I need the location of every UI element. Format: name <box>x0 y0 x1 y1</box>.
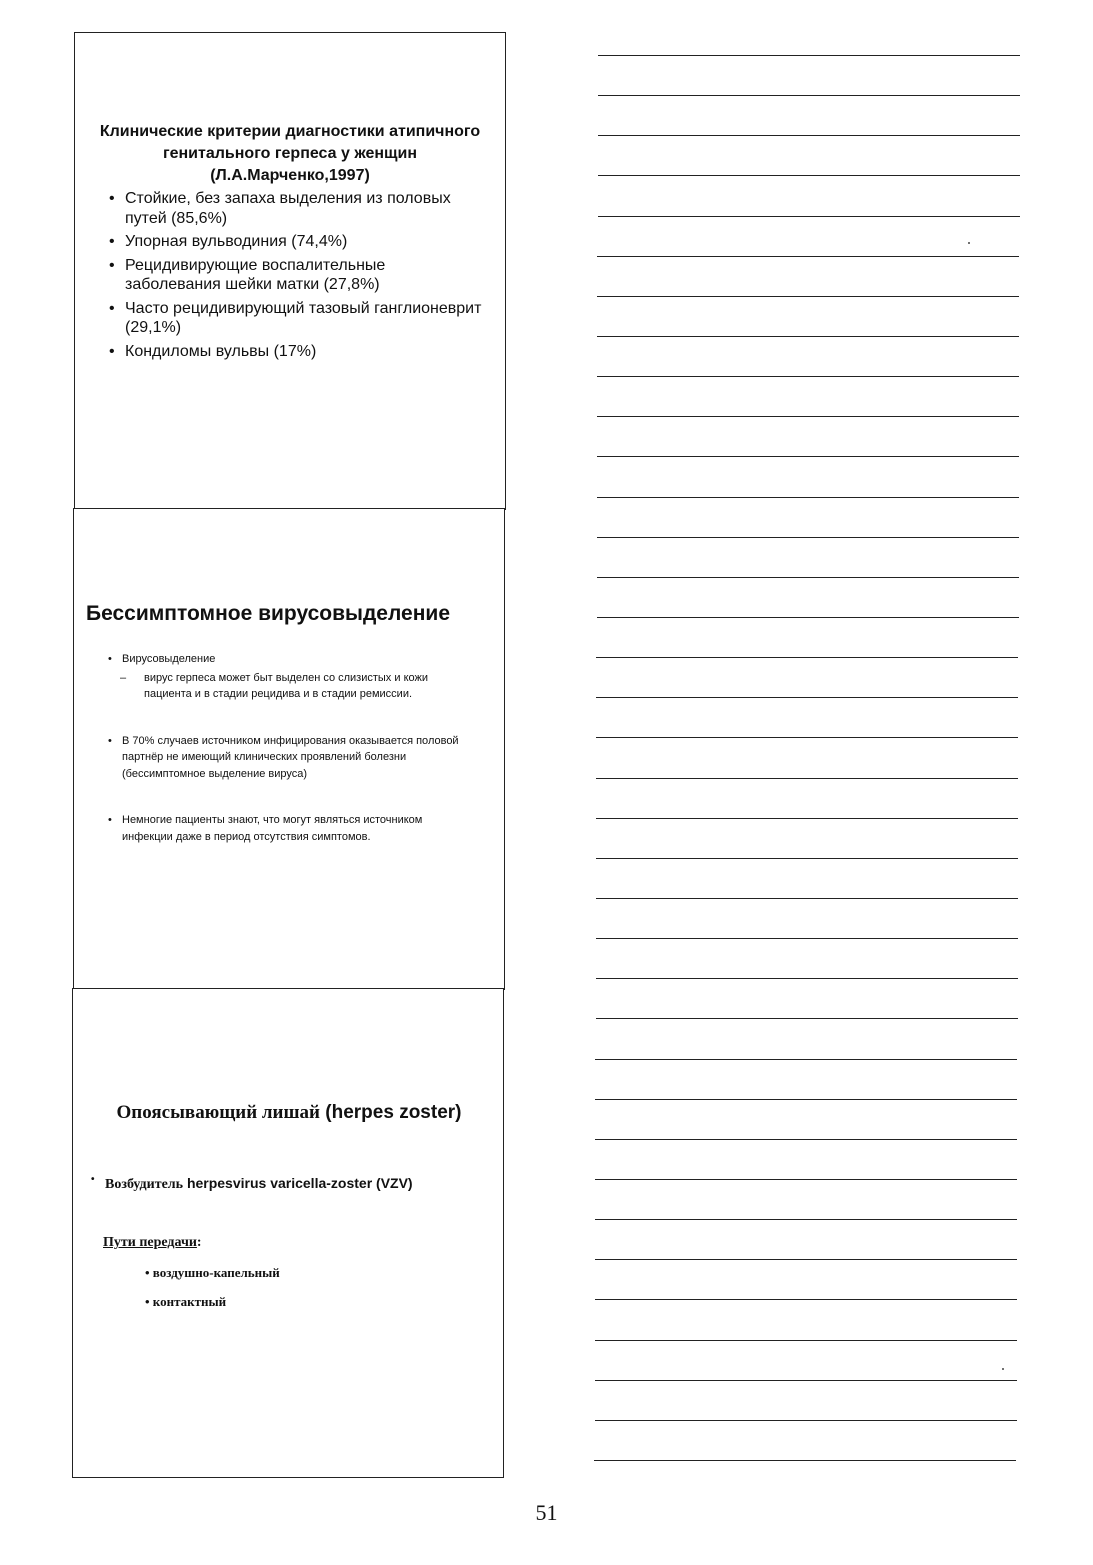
note-line <box>595 1099 1017 1100</box>
note-line <box>598 135 1020 136</box>
note-line <box>596 657 1018 658</box>
note-line <box>595 1380 1017 1381</box>
note-line <box>596 858 1018 859</box>
bullet-icon: • <box>109 256 115 274</box>
list-item: • Упорная вульводиния (74,4%) <box>109 233 348 250</box>
list-item: • Стойкие, без запаха выделения из половых путей (85,6%) <box>109 190 451 227</box>
note-line <box>598 95 1020 96</box>
note-line <box>596 697 1018 698</box>
note-line <box>598 216 1020 217</box>
note-line <box>597 497 1019 498</box>
note-line <box>595 1059 1017 1060</box>
note-line <box>595 1420 1017 1421</box>
list-item: • Вирусовыделение <box>104 651 484 668</box>
page-number: 51 <box>535 1500 558 1525</box>
note-line <box>595 1259 1017 1260</box>
note-line <box>598 175 1020 176</box>
sub-list-item: – вирус герпеса может быт выделен со слизистых и кожи пациента и в стадии рецидива и в стадии ремиссии. <box>120 671 429 700</box>
scan-speck <box>968 242 970 244</box>
note-line <box>596 818 1018 819</box>
agent-line <box>91 1175 413 1193</box>
note-line <box>597 296 1019 297</box>
note-line <box>597 456 1019 457</box>
route-item: • воздушно-капельный <box>145 1265 280 1280</box>
list-item: • Часто рецидивирующий тазовый ганглионеврит (29,1%) <box>109 299 482 336</box>
note-line <box>596 1018 1018 1019</box>
list-item: • В 70% случаев источником инфицирования оказывается половой партнёр не имеющий клинических проявлений болезни (бессимптомное выделение вируса) <box>108 734 459 780</box>
agent-value: herpesvirus varicella-zoster (VZV) <box>186 1175 413 1191</box>
list-item: • Кондиломы вульвы (17%) <box>109 342 317 360</box>
scan-speck <box>1002 1368 1004 1370</box>
note-line <box>594 1460 1016 1461</box>
bullet-icon: • <box>109 299 115 317</box>
note-line <box>596 898 1018 899</box>
title-ru: Опоясывающий лишай <box>116 1102 320 1123</box>
note-line <box>595 1340 1017 1341</box>
route-item: • контактный <box>145 1294 227 1309</box>
bullet-icon: • <box>108 734 112 747</box>
note-line <box>596 938 1018 939</box>
bullet-list <box>105 189 485 365</box>
bullet-icon: • <box>109 342 115 360</box>
title-lat: (herpes zoster) <box>325 1102 462 1123</box>
note-line <box>597 617 1019 618</box>
agent-label: Возбудитель <box>105 1177 184 1192</box>
bullet-list <box>104 651 484 845</box>
bullet-icon: • <box>109 190 115 207</box>
list-item: • Немногие пациенты знают, что могут являться источником инфекции даже в период отсутствия симптомов. <box>108 814 423 843</box>
slide-title <box>73 1101 505 1125</box>
dash-icon: – <box>120 671 127 684</box>
bullet-icon: • <box>108 814 112 826</box>
bullet-icon: • <box>108 653 112 665</box>
slide-title: Бессимптомное вирусовыделение <box>86 602 451 625</box>
note-line <box>595 1139 1017 1140</box>
note-line <box>596 737 1018 738</box>
routes-heading: Пути передачи: <box>103 1235 202 1250</box>
slide-herpes-zoster <box>72 988 504 1478</box>
note-line <box>596 778 1018 779</box>
slide-title: Клинические критерии диагностики атипичного генитального герпеса у женщин (Л.А.Марченко,1997) <box>99 123 481 184</box>
slide-asymptomatic-shedding <box>73 508 505 990</box>
slide-clinical-criteria <box>74 32 506 510</box>
note-line <box>597 336 1019 337</box>
list-item: • Рецидивирующие воспалительные заболевания шейки матки (27,8%) <box>109 256 386 293</box>
note-line <box>598 55 1020 56</box>
note-line <box>596 978 1018 979</box>
note-line <box>595 1179 1017 1180</box>
note-line <box>595 1219 1017 1220</box>
bullet-icon: • <box>109 233 115 250</box>
note-line <box>597 376 1019 377</box>
note-line <box>597 256 1019 257</box>
bullet-icon: • <box>91 1174 95 1185</box>
note-line <box>597 416 1019 417</box>
note-line <box>597 537 1019 538</box>
note-line <box>597 577 1019 578</box>
note-line <box>595 1299 1017 1300</box>
